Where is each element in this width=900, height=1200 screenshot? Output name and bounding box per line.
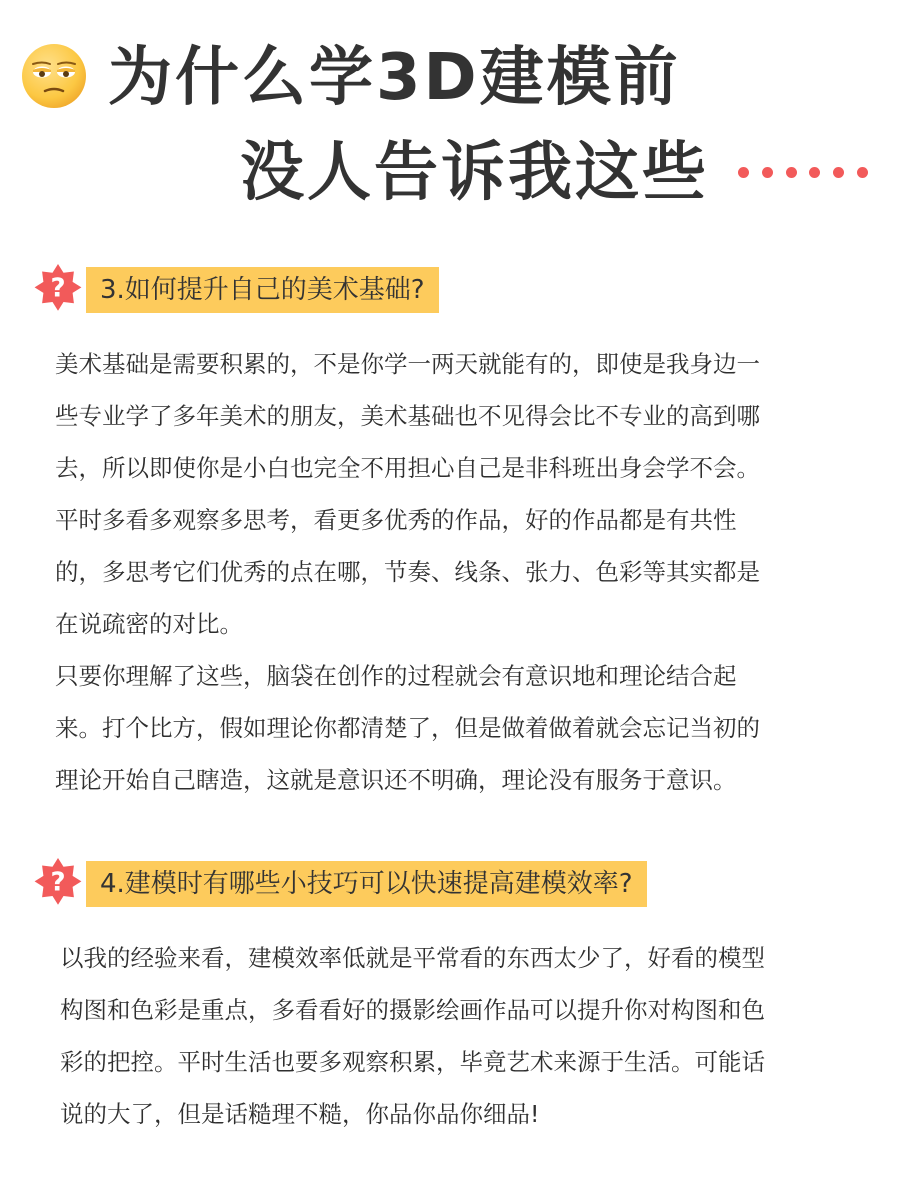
body-line: 以我的经验来看，建模效率低就是平常看的东西太少了，好看的模型 (60, 944, 765, 972)
dot (738, 167, 749, 178)
body-line: 美术基础是需要积累的，不是你学一两天就能有的，即使是我身边一 (55, 350, 760, 378)
section-heading-4: 4.建模时有哪些小技巧可以快速提高建模效率? (86, 861, 647, 907)
dot (786, 167, 797, 178)
section-3-body (55, 338, 760, 806)
dot (762, 167, 773, 178)
page-title-line-1: 为什么学3D建模前 (108, 41, 681, 115)
ellipsis-dots-decoration (738, 165, 868, 179)
dot (833, 167, 844, 178)
body-line: 理论开始自己瞎造，这就是意识还不明确，理论没有服务于意识。 (55, 766, 737, 794)
page-title-line-2: 没人告诉我这些 (240, 136, 709, 210)
section-4-body (60, 932, 765, 1140)
body-line: 的，多思考它们优秀的点在哪，节奏、线条、张力、色彩等其实都是 (55, 558, 760, 586)
dot (809, 167, 820, 178)
body-line: 平时多看多观察多思考，看更多优秀的作品，好的作品都是有共性 (55, 506, 737, 534)
body-line: 来。打个比方，假如理论你都清楚了，但是做着做着就会忘记当初的 (55, 714, 760, 742)
svg-text:?: ? (50, 273, 66, 304)
body-line: 只要你理解了这些，脑袋在创作的过程就会有意识地和理论结合起 (55, 662, 737, 690)
question-badge-icon (33, 263, 83, 313)
body-line: 彩的把控。平时生活也要多观察积累，毕竟艺术来源于生活。可能话 (60, 1048, 765, 1076)
unamused-face-icon (20, 42, 88, 110)
dot (857, 167, 868, 178)
body-line: 说的大了，但是话糙理不糙，你品你品你细品! (60, 1100, 540, 1128)
question-badge-icon (33, 857, 83, 907)
svg-text:?: ? (50, 867, 66, 898)
body-line: 些专业学了多年美术的朋友，美术基础也不见得会比不专业的高到哪 (55, 402, 760, 430)
section-heading-3: 3.如何提升自己的美术基础? (86, 267, 439, 313)
body-line: 在说疏密的对比。 (55, 610, 243, 638)
body-line: 构图和色彩是重点，多看看好的摄影绘画作品可以提升你对构图和色 (60, 996, 765, 1024)
body-line: 去，所以即使你是小白也完全不用担心自己是非科班出身会学不会。 (55, 454, 760, 482)
